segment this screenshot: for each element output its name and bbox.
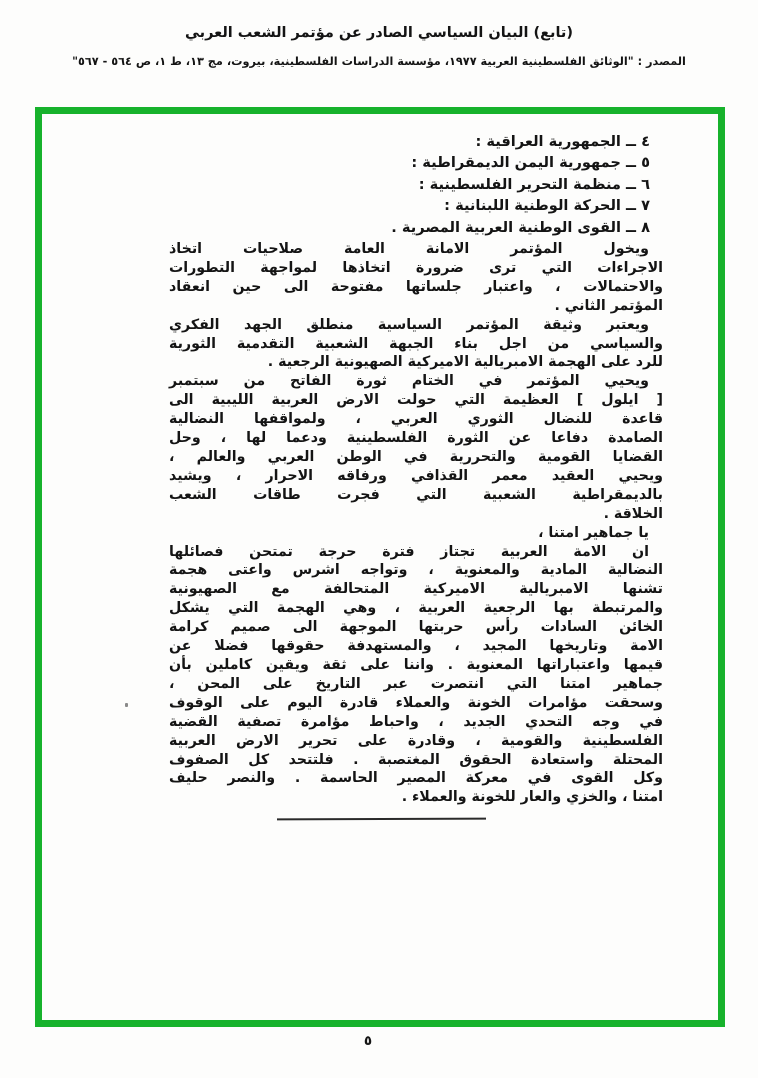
paragraph-line: قاعدة للنضال الثوري العربي ، ولمواقفها النضالية [169,411,663,428]
paragraph-line: للرد على الهجمة الامبريالية الاميركية الصهيونية الرجعية . [267,354,663,371]
paragraph-line: يا جماهير امتنا ، [538,524,649,541]
paragraph-line: [ ايلول ] العظيمة التي حولت الارض العربية الليبية الى [169,392,663,409]
source-citation-line: المصدر : "الوثائق الفلسطينية العربية ١٩٧٧، مؤسسة الدراسات الفلسطينية، بيروت، مج ١٣، ط ١، ص ٥٦٤ - ٥٦٧" [72,55,686,68]
scan-artifact-speck [125,703,128,707]
list-item: ٧ ــ الحركة الوطنية اللبنانية : [444,197,650,215]
numbered-list [169,131,663,238]
paragraph-line: والسياسي من اجل بناء الجبهة الشعبية التقدمية الثورية [169,335,663,352]
paragraph-line: تشنها الامبريالية الاميركية المتحالفة مع الصهيونية [169,581,663,598]
paragraph-line: الفلسطينية والقومية ، وقادرة على تحرير الارض العربية [169,732,663,749]
paragraph-line: الخلاقة . [603,505,663,522]
paragraph-line: والاحتمالات ، واعتبار جلساتها مفتوحة الى حين انعقاد [169,278,663,295]
list-item: ٦ ــ منظمة التحرير الفلسطينية : [418,175,650,193]
page-title: (تابع) البيان السياسي الصادر عن مؤتمر الشعب العربي [185,25,573,41]
paragraph-line: الخائن السادات رأس حربتها الموجهة الى صميم كرامة [169,619,663,636]
page-number: ٥ [363,1033,373,1049]
paragraph-line: القضايا القومية والتحررية في الوطن العربي والعالم ، [169,449,663,465]
paragraph-line: وسحقت مؤامرات الخونة والعملاء قادرة اليوم على الوقوف [169,694,663,711]
paragraph-line: الامة وتاريخها المجيد ، والمستهدفة حقوقها فضلا عن [169,638,663,655]
paragraph-line: بالديمقراطية الشعبية التي فجرت طاقات الشعب [169,486,663,503]
paragraph-line: قيمها واعتباراتها المعنوية . واننا على ثقة ويقين كاملين بأن [169,656,663,673]
paragraph-line: المحتلة واستعادة الحقوق المغتصبة . فلتتحد كل الصفوف [169,751,663,768]
paragraph-line: ان الامة العربية تجتاز فترة حرجة تمتحن فصائلها [169,543,649,560]
paragraph-line: في وجه التحدي الجديد ، واحباط مؤامرة تصفية القضية [169,713,663,730]
text-column [169,131,663,807]
list-item: ٥ ــ جمهورية اليمن الديمقراطية : [411,154,650,172]
paragraph-line: النضالية المادية والمعنوية ، وتواجه اشرس واعتى هجمة [169,562,663,579]
list-item: ٨ ــ القوى الوطنية العربية المصرية . [391,218,650,236]
paragraph-line: جماهير امتنا التي انتصرت عبر التاريخ على المحن ، [169,675,663,692]
paragraph-line: والمرتبطة بها الرجعية العربية ، وهي الهجمة التي يشكل [169,600,663,617]
paragraph-line: ويعتبر وثيقة المؤتمر السياسية منطلق الجهد الفكري [169,316,649,333]
paragraph-line: ويحيي العقيد معمر القذافي ورفاقه الاحرار ، ويشيد [169,467,663,484]
paragraph-line: الاجراءات التي ترى ضرورة اتخاذها لمواجهة التطورات [169,259,663,276]
document-frame [35,107,725,1027]
paragraph-line: ويخول المؤتمر الامانة العامة صلاحيات اتخاذ [169,241,649,258]
paragraph-line: المؤتمر الثاني . [554,297,663,314]
list-item: ٤ ــ الجمهورية العراقية : [475,133,650,150]
paragraph-line: امتنا ، والخزي والعار للخونة والعملاء . [401,789,663,806]
paragraph-line: ويحيي المؤتمر في الختام ثورة الفاتح من سبتمبر [169,373,649,390]
paragraph-line: الصامدة دفاعا عن الثورة الفلسطينية ودعما لها ، وحل [169,430,663,447]
paragraph-line: وكل القوى في معركة المصير الحاسمة . والنصر حليف [169,770,663,787]
body-paragraphs [169,240,663,807]
